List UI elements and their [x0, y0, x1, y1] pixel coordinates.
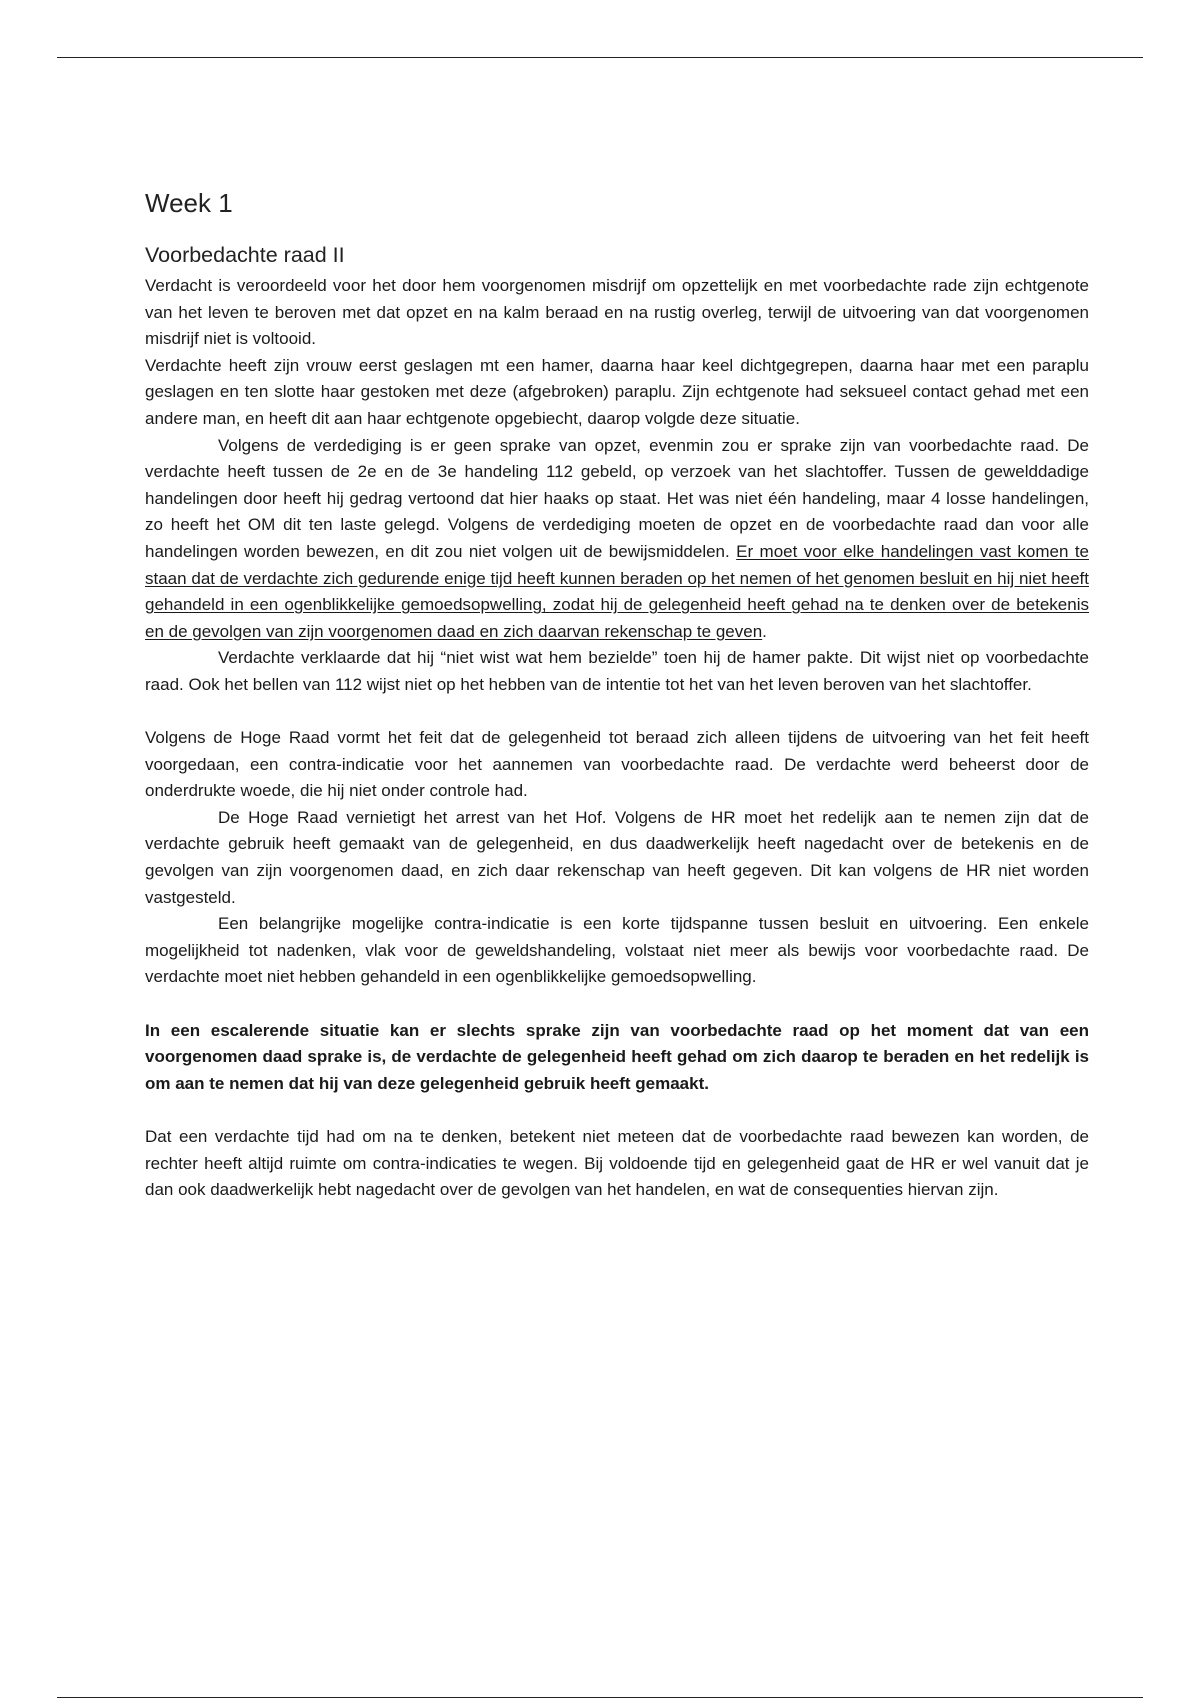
paragraph-7: Een belangrijke mogelijke contra-indicatie is een korte tijdspanne tussen besluit en uitvoering. Een enkele mogelijkheid tot nadenken, vlak voor de geweldshandeling, volstaat niet meer als bewijs voor voorbedachte raad. De verdachte moet niet hebben gehandeld in een ogenblikkelijke gemoedsopwelling. — [145, 914, 1089, 987]
document-body — [145, 184, 1089, 1204]
paragraph-3-text: Volgens de verdediging is er geen sprake van opzet, evenmin zou er sprake zijn van voorbedachte raad. De verdachte heeft tussen de 2e en de 3e handeling 112 gebeld, op verzoek van het slachtoffer. Tussen de gewelddadige handelingen door heeft hij gedrag vertoond dat hier haaks op staat. Het was niet één handeling, maar 4 losse handelingen, zo heeft het OM dit ten laste gelegd. Volgens de verdediging moeten de opzet en de voorbedachte raad dan voor alle handelingen worden bewezen, en dit zou niet volgen uit de bewijsmiddelen. — [145, 435, 1089, 561]
paragraph-4: Verdachte verklaarde dat hij “niet wist wat hem bezielde” toen hij de hamer pakte. Dit wijst niet op voorbedachte raad. Ook het bellen van 112 wijst niet op het hebben van de intentie tot het van het leven beroven van het slachtoffer. — [145, 648, 1089, 694]
paragraph-3-end: . — [762, 621, 767, 641]
paragraph-2: Verdachte heeft zijn vrouw eerst geslagen mt een hamer, daarna haar keel dichtgegrepen, daarna haar met een paraplu geslagen en ten slotte haar gestoken met deze (afgebroken) paraplu. Zijn echtgenote had seksueel contact gehad met een andere man, en heeft dit aan haar echtgenote opgebiecht, daarop volgde deze situatie. — [145, 355, 1089, 428]
page-title: Week 1 — [145, 188, 233, 218]
underlined-passage: Er moet voor elke handelingen vast komen te staan dat de verdachte zich gedurende enige tijd heeft kunnen beraden op het nemen of het genomen besluit en hij niet heeft gehandeld in een ogenblikkelijke gemoedsopwelling, zodat hij de gelegenheid heeft gehad na te denken over de betekenis en de gevolgen van zijn voorgenomen daad en zich daarvan rekenschap te geven — [145, 541, 1089, 641]
section-heading: Voorbedachte raad II — [145, 243, 345, 267]
paragraph-3 — [145, 433, 1089, 646]
paragraph-6: De Hoge Raad vernietigt het arrest van het Hof. Volgens de HR moet het redelijk aan te nemen zijn dat de verdachte gebruik heeft gemaakt van de gelegenheid, en dus daadwerkelijk heeft nagedacht over de betekenis en de gevolgen van zijn voorgenomen daad, en zich daar rekenschap van heeft gegeven. Dit kan volgens de HR niet worden vastgesteld. — [145, 807, 1089, 907]
paragraph-5: Volgens de Hoge Raad vormt het feit dat de gelegenheid tot beraad zich alleen tijdens de uitvoering van het feit heeft voorgedaan, een contra-indicatie voor het aannemen van voorbedachte raad. De verdachte werd beheerst door de onderdrukte woede, die hij niet onder controle had. — [145, 728, 1089, 801]
key-ruling: In een escalerende situatie kan er slechts sprake zijn van voorbedachte raad op het moment dat van een voorgenomen daad sprake is, de verdachte de gelegenheid heeft gehad om zich daarop te beraden en het redelijk is om aan te nemen dat hij van deze gelegenheid gebruik heeft gemaakt. — [145, 1020, 1089, 1093]
header-rule — [57, 57, 1143, 58]
footer-rule — [57, 1697, 1143, 1698]
paragraph-1: Verdacht is veroordeeld voor het door hem voorgenomen misdrijf om opzettelijk en met voorbedachte rade zijn echtgenote van het leven te beroven met dat opzet en na kalm beraad en na rustig overleg, terwijl de uitvoering van dat voorgenomen misdrijf niet is voltooid. — [145, 276, 1089, 349]
paragraph-8: Dat een verdachte tijd had om na te denken, betekent niet meteen dat de voorbedachte raad bewezen kan worden, de rechter heeft altijd ruimte om contra-indicaties te wegen. Bij voldoende tijd en gelegenheid gaat de HR er wel vanuit dat je dan ook daadwerkelijk hebt nagedacht over de gevolgen van het handelen, en wat de consequenties hiervan zijn. — [145, 1127, 1089, 1200]
